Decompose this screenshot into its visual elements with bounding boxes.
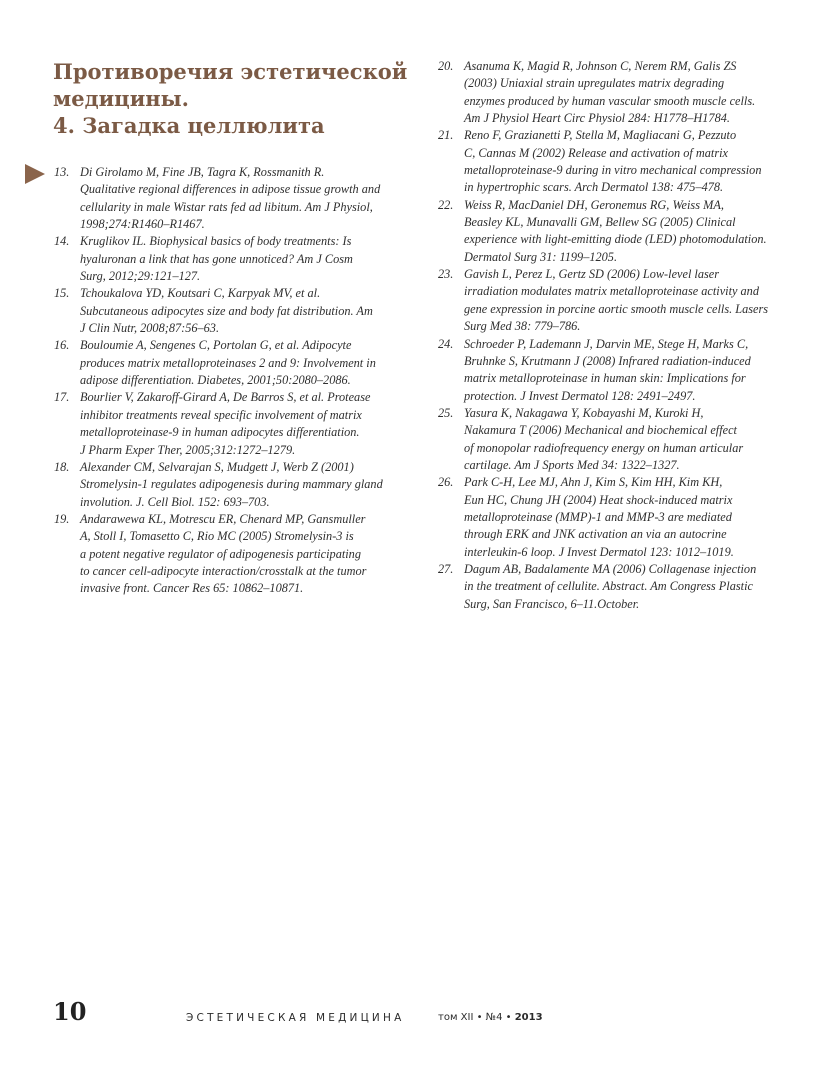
article-title-line-3: 4. Загадка целлюлита: [53, 113, 325, 138]
reference-number: 18.: [54, 459, 70, 474]
issue-year: 2013: [514, 1012, 543, 1023]
issue-volume: том XII • №4 •: [438, 1012, 515, 1023]
reference-item: [438, 561, 788, 613]
reference-text: Alexander CM, Selvarajan S, Mudgett J, Werb Z (2001) Stromelysin-1 regulates adipogenesis during mammary gland involution. J. Cell Biol. 152: 693–703.: [80, 459, 383, 509]
reference-item: [54, 164, 404, 233]
reference-item: [54, 285, 404, 337]
reference-item: [54, 511, 404, 598]
reference-text: Gavish L, Perez L, Gertz SD (2006) Low-level laser irradiation modulates matrix metalloproteinase activity and gene expression in porcine aortic smooth muscle cells. Lasers Surg Med 38: 779–786.: [464, 267, 769, 334]
reference-text: Tchoukalova YD, Koutsari C, Karpyak MV, et al. Subcutaneous adipocytes size and body fat distribution. Am J Clin Nutr, 2008;87:56–63.: [80, 286, 373, 336]
journal-name: ЭСТЕТИЧЕСКАЯ МЕДИЦИНА: [186, 1012, 405, 1024]
reference-number: 21.: [438, 128, 454, 143]
reference-text: Kruglikov IL. Biophysical basics of body treatments: Is hyaluronan a link that has gone unnoticed? Am J Cosm Surg, 2012;29:121–127.: [80, 234, 353, 284]
reference-number: 27.: [438, 561, 454, 576]
reference-item: [438, 197, 788, 266]
reference-item: [438, 474, 788, 561]
reference-item: [438, 127, 788, 196]
reference-text: Di Girolamo M, Fine JB, Tagra K, Rossmanith R. Qualitative regional differences in adipose tissue growth and cellularity in male Wistar rats fed ad libitum. Am J Physiol, 1998;274:R1460–R1467.: [80, 165, 381, 232]
reference-number: 23.: [438, 267, 454, 282]
reference-item: [54, 459, 404, 511]
article-title: [53, 58, 413, 139]
reference-item: [54, 337, 404, 389]
article-title-line-1: Противоречия эстетической: [53, 59, 408, 84]
reference-number: 20.: [438, 59, 454, 73]
reference-number: 24.: [438, 336, 454, 351]
reference-item: [438, 336, 788, 405]
reference-text: Bouloumie A, Sengenes C, Portolan G, et al. Adipocyte produces matrix metalloproteinases 2 and 9: Involvement in adipose differentiation. Diabetes, 2001;50:2080–2086.: [80, 338, 376, 388]
issue-info: [438, 1012, 543, 1023]
reference-number: 16.: [54, 338, 70, 353]
reference-text: Dagum AB, Badalamente MA (2006) Collagenase injection in the treatment of cellulite. Abstract. Am Congress Plastic Surg, San Francisco, 6–11.October.: [464, 561, 757, 611]
article-title-line-2: медицины.: [53, 86, 189, 111]
reference-item: [54, 389, 404, 458]
reference-text: Bourlier V, Zakaroff-Girard A, De Barros S, et al. Protease inhibitor treatments reveal specific involvement of matrix metalloproteinase-9 in human adipocytes differentiation. J Pharm Exper Ther, 2005;312:1272–1279.: [80, 390, 371, 457]
reference-number: 25.: [438, 405, 454, 420]
triangle-marker-icon: [25, 164, 45, 184]
references-right-column: [438, 58, 788, 613]
reference-number: 13.: [54, 165, 70, 179]
reference-text: Schroeder P, Lademann J, Darvin ME, Stege H, Marks C, Bruhnke S, Krutmann J (2008) Infrared radiation-induced matrix metalloproteinase in human skin: Implications for protection. J Invest Dermatol 128: 2491–2497.: [464, 336, 751, 403]
reference-text: Asanuma K, Magid R, Johnson C, Nerem RM, Galis ZS (2003) Uniaxial strain upregulates matrix degrading enzymes produced by human vascular smooth muscle cells. Am J Physiol Heart Circ Physiol 284: H1778–H1784.: [464, 59, 756, 126]
reference-text: Yasura K, Nakagawa Y, Kobayashi M, Kuroki H, Nakamura T (2006) Mechanical and biochemical effect of monopolar radiofrequency energy on human articular cartilage. Am J Sports Med 34: 1322–1327.: [464, 405, 744, 472]
reference-number: 22.: [438, 197, 454, 212]
reference-number: 15.: [54, 286, 70, 301]
reference-text: Weiss R, MacDaniel DH, Geronemus RG, Weiss MA, Beasley KL, Munavalli GM, Bellew SG (2005) Clinical experience with light-emitting diode (LED) photomodulation. Dermatol Surg 31: 1199–1205.: [464, 197, 767, 264]
reference-item: [438, 266, 788, 335]
reference-item: [438, 405, 788, 474]
page-number: 10: [53, 997, 87, 1026]
reference-text: Reno F, Grazianetti P, Stella M, Magliacani G, Pezzuto C, Cannas M (2002) Release and activation of matrix metalloproteinase-9 during in vitro mechanical compression in hypertrophic scars. Arch Dermatol 138: 475–478.: [464, 128, 762, 195]
reference-number: 26.: [438, 475, 454, 490]
references-left-column: [54, 164, 404, 598]
reference-number: 19.: [54, 511, 70, 526]
reference-number: 14.: [54, 234, 70, 249]
reference-text: Andarawewa KL, Motrescu ER, Chenard MP, Gansmuller A, Stoll I, Tomasetto C, Rio MC (2005) Stromelysin-3 is a potent negative regulator of adipogenesis participating to cancer cell-adipocyte interaction/crosstalk at the tumor invasive front. Cancer Res 65: 10862–10871.: [80, 511, 367, 596]
reference-text: Park C-H, Lee MJ, Ahn J, Kim S, Kim HH, Kim KH, Eun HC, Chung JH (2004) Heat shock-induced matrix metalloproteinase (MMP)-1 and MMP-3 are mediated through ERK and JNK activation an via an autocrine interleukin-6 loop. J Invest Dermatol 123: 1012–1019.: [464, 475, 734, 559]
reference-item: [438, 58, 788, 127]
reference-item: [54, 233, 404, 285]
reference-number: 17.: [54, 390, 70, 405]
